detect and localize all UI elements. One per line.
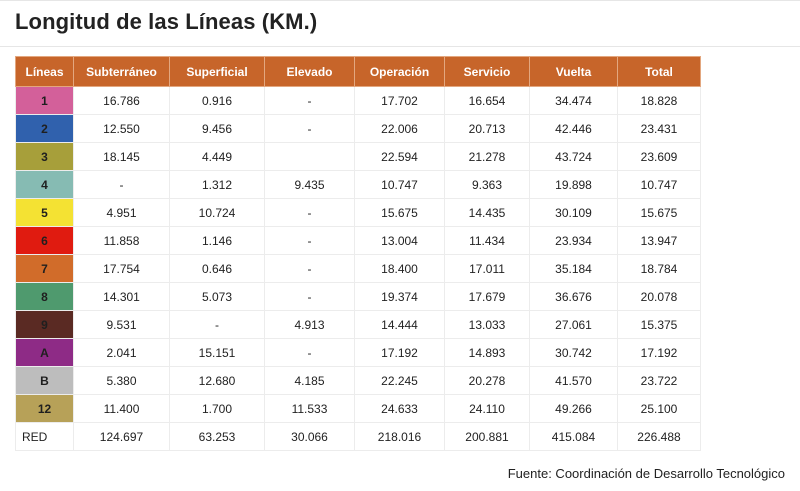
table-cell: 24.633 <box>355 395 445 423</box>
table-cell: 22.594 <box>355 143 445 171</box>
table-row <box>16 255 701 283</box>
table-cell: 15.675 <box>355 199 445 227</box>
table-cell: 226.488 <box>618 423 701 451</box>
line-badge-1: 1 <box>16 87 74 115</box>
table-cell: 14.444 <box>355 311 445 339</box>
table-cell: 11.858 <box>74 227 170 255</box>
table-cell: 200.881 <box>445 423 530 451</box>
total-row-label: RED <box>16 423 74 451</box>
table-cell: 11.434 <box>445 227 530 255</box>
table-cell: 23.431 <box>618 115 701 143</box>
column-header: Servicio <box>445 57 530 87</box>
table-row <box>16 87 701 115</box>
top-border <box>0 0 800 1</box>
table-cell: 18.400 <box>355 255 445 283</box>
table-cell: 1.146 <box>170 227 265 255</box>
line-badge-12: 12 <box>16 395 74 423</box>
table-cell: 20.713 <box>445 115 530 143</box>
table-cell: 23.934 <box>530 227 618 255</box>
table-cell: 15.151 <box>170 339 265 367</box>
table-cell: 30.742 <box>530 339 618 367</box>
table-cell: 49.266 <box>530 395 618 423</box>
table-cell: 4.185 <box>265 367 355 395</box>
title-divider <box>0 46 800 47</box>
table-cell: - <box>74 171 170 199</box>
table-cell: 16.786 <box>74 87 170 115</box>
table-row <box>16 143 701 171</box>
line-badge-2: 2 <box>16 115 74 143</box>
table-cell: 17.754 <box>74 255 170 283</box>
column-header: Elevado <box>265 57 355 87</box>
table-cell: 13.033 <box>445 311 530 339</box>
table-cell: 15.675 <box>618 199 701 227</box>
table-cell: 25.100 <box>618 395 701 423</box>
table-cell: - <box>265 339 355 367</box>
table-cell: 21.278 <box>445 143 530 171</box>
table-cell: 17.011 <box>445 255 530 283</box>
table-body <box>16 87 701 451</box>
table-cell: 17.192 <box>355 339 445 367</box>
table-cell: 18.784 <box>618 255 701 283</box>
table-cell: 20.078 <box>618 283 701 311</box>
table-cell: 10.747 <box>618 171 701 199</box>
table-header-row <box>16 57 701 87</box>
line-badge-5: 5 <box>16 199 74 227</box>
line-badge-8: 8 <box>16 283 74 311</box>
table-cell: 19.898 <box>530 171 618 199</box>
table-cell: 24.110 <box>445 395 530 423</box>
table-cell <box>265 143 355 171</box>
table-row <box>16 339 701 367</box>
table-cell: 13.004 <box>355 227 445 255</box>
table-cell: 17.192 <box>618 339 701 367</box>
line-badge-9: 9 <box>16 311 74 339</box>
table-cell: 124.697 <box>74 423 170 451</box>
line-length-table <box>15 56 701 451</box>
table-cell: - <box>265 255 355 283</box>
table-cell: 1.700 <box>170 395 265 423</box>
table-cell: 4.951 <box>74 199 170 227</box>
table-cell: 9.363 <box>445 171 530 199</box>
table-cell: 10.724 <box>170 199 265 227</box>
table-cell: 16.654 <box>445 87 530 115</box>
column-header: Operación <box>355 57 445 87</box>
page-title: Longitud de las Líneas (KM.) <box>15 9 318 34</box>
table-cell: - <box>265 115 355 143</box>
table-cell: 9.456 <box>170 115 265 143</box>
line-badge-4: 4 <box>16 171 74 199</box>
table-cell: 43.724 <box>530 143 618 171</box>
table-cell: - <box>265 227 355 255</box>
table-cell: 0.646 <box>170 255 265 283</box>
table-cell: 20.278 <box>445 367 530 395</box>
table-cell: 5.380 <box>74 367 170 395</box>
table-cell: 14.435 <box>445 199 530 227</box>
table-row <box>16 395 701 423</box>
table-cell: 35.184 <box>530 255 618 283</box>
table-cell: 42.446 <box>530 115 618 143</box>
table-cell: 14.893 <box>445 339 530 367</box>
table-cell: - <box>170 311 265 339</box>
table-cell: 23.609 <box>618 143 701 171</box>
table-cell: 0.916 <box>170 87 265 115</box>
table-row <box>16 199 701 227</box>
table-cell: 12.680 <box>170 367 265 395</box>
table-cell: 18.828 <box>618 87 701 115</box>
column-header: Superficial <box>170 57 265 87</box>
table-cell: 30.066 <box>265 423 355 451</box>
column-header: Subterráneo <box>74 57 170 87</box>
table-cell: 2.041 <box>74 339 170 367</box>
table-cell: 34.474 <box>530 87 618 115</box>
table-cell: 15.375 <box>618 311 701 339</box>
table-cell: 22.006 <box>355 115 445 143</box>
column-header: Total <box>618 57 701 87</box>
table-cell: 17.679 <box>445 283 530 311</box>
table-cell: 14.301 <box>74 283 170 311</box>
source-note: Fuente: Coordinación de Desarrollo Tecnológico <box>507 466 785 481</box>
column-header: Líneas <box>16 57 74 87</box>
table-cell: 19.374 <box>355 283 445 311</box>
line-badge-6: 6 <box>16 227 74 255</box>
table-cell: 5.073 <box>170 283 265 311</box>
network-total-row <box>16 423 701 451</box>
line-badge-A: A <box>16 339 74 367</box>
table-row <box>16 171 701 199</box>
table-cell: 13.947 <box>618 227 701 255</box>
table-cell: 9.531 <box>74 311 170 339</box>
table-cell: 22.245 <box>355 367 445 395</box>
table-cell: 12.550 <box>74 115 170 143</box>
table-cell: 18.145 <box>74 143 170 171</box>
table-cell: 9.435 <box>265 171 355 199</box>
table-cell: 10.747 <box>355 171 445 199</box>
table-cell: 30.109 <box>530 199 618 227</box>
line-badge-3: 3 <box>16 143 74 171</box>
table-cell: 17.702 <box>355 87 445 115</box>
table-cell: 23.722 <box>618 367 701 395</box>
table-row <box>16 311 701 339</box>
line-badge-7: 7 <box>16 255 74 283</box>
line-badge-B: B <box>16 367 74 395</box>
table-row <box>16 367 701 395</box>
table-cell: - <box>265 199 355 227</box>
table-cell: 41.570 <box>530 367 618 395</box>
table-cell: 415.084 <box>530 423 618 451</box>
table-cell: 63.253 <box>170 423 265 451</box>
table-cell: 4.913 <box>265 311 355 339</box>
table-cell: - <box>265 87 355 115</box>
table-row <box>16 283 701 311</box>
table-cell: 11.533 <box>265 395 355 423</box>
table-cell: 36.676 <box>530 283 618 311</box>
column-header: Vuelta <box>530 57 618 87</box>
table-row <box>16 115 701 143</box>
table-row <box>16 227 701 255</box>
table-cell: 218.016 <box>355 423 445 451</box>
table-cell: 27.061 <box>530 311 618 339</box>
table-cell: 1.312 <box>170 171 265 199</box>
table-cell: 4.449 <box>170 143 265 171</box>
table-cell: 11.400 <box>74 395 170 423</box>
table-cell: - <box>265 283 355 311</box>
